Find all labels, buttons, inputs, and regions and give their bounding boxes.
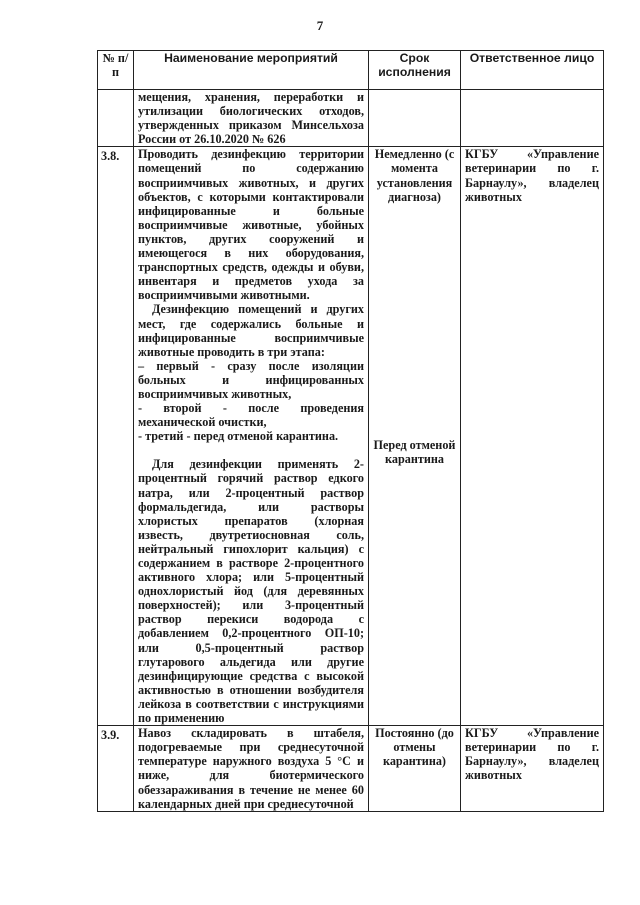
deadline-text: Перед отменой карантина bbox=[373, 437, 456, 466]
stage-item: - третий - перед отменой карантина. bbox=[138, 429, 339, 444]
measure-paragraph: Проводить дезинфекцию территории помещений по содержанию восприимчивых животных, и других объектов, с которыми контактировали инфицированные и больные восприимчивые животные, убойных пунктов, других сооружений и имеющегося в них оборудования, транспортных средств, одежды и обуви, инвентаря и предметов ухода за восприимчивыми животными. bbox=[138, 147, 364, 303]
header-responsible: Ответственное лицо bbox=[461, 51, 604, 90]
table-row bbox=[98, 726, 604, 812]
measure-paragraph: Дезинфекцию помещений и других мест, где содержались больные и инфицированные восприимчивые животные проводить в три этапа: bbox=[138, 302, 364, 359]
table-row bbox=[98, 147, 604, 726]
header-measure: Наименование мероприятий bbox=[134, 51, 369, 90]
deadline-cell: Постоянно (до отмены карантина) bbox=[369, 726, 461, 812]
cell-num-empty bbox=[98, 90, 134, 147]
measure-cell bbox=[134, 147, 369, 726]
table-row-continuation bbox=[98, 90, 604, 147]
measure-cell: Навоз складировать в штабеля, подогреваемые при среднесуточной температуре наружного воздуха 5 °С и ниже, для биотермического обеззараживания в течение не менее 60 календарных дней при среднесуточной bbox=[134, 726, 369, 812]
continuation-text: мещения, хранения, переработки и утилизации биологических отходов, утвержденных приказом Минсельхоза России от 26.10.2020 № 626 bbox=[134, 90, 369, 147]
measure-paragraph: Для дезинфекции применять 2-процентный горячий раствор едкого натра, или 2-процентный раствор формальдегида, или растворы хлористых препаратов (хлорная известь, двутретиосновная соль, нейтральный гипохлорит кальция) с содержанием в растворе 2-процентного активного хлора; или 5-процентный однохлористый йод (для деревянных поверхностей); или 3-процентный раствор перекиси водорода с добавлением 0,2-процентного ОП-10; или 0,5-процентный раствор глутарового альдегида или другие дезинфицирующие средства с высокой активностью в отношении возбудителя лейкоза в соответствии с инструкциями по применению bbox=[138, 457, 364, 726]
cell-deadline-empty bbox=[369, 90, 461, 147]
header-deadline: Срок исполнения bbox=[369, 51, 461, 90]
row-number: 3.9. bbox=[98, 726, 134, 812]
stage-item: – первый - сразу после изоляции больных и инфицированных восприимчивых животных, bbox=[138, 358, 364, 401]
page-number: 7 bbox=[316, 18, 324, 33]
row-number: 3.8. bbox=[98, 147, 134, 726]
stage-item: - второй - после проведения механической очистки, bbox=[138, 401, 364, 430]
header-num: № п/п bbox=[98, 51, 134, 90]
spacer bbox=[138, 443, 364, 457]
responsible-cell: КГБУ «Управление ветеринарии по г. Барнаулу», владелец животных bbox=[461, 726, 604, 812]
table-header-row bbox=[98, 51, 604, 90]
cell-responsible-empty bbox=[461, 90, 604, 147]
deadline-cell bbox=[369, 147, 461, 726]
responsible-cell: КГБУ «Управление ветеринарии по г. Барнаулу», владелец животных bbox=[461, 147, 604, 726]
deadline-text: Немедленно (с момента установления диагноза) bbox=[374, 147, 455, 204]
measures-table bbox=[97, 50, 604, 812]
